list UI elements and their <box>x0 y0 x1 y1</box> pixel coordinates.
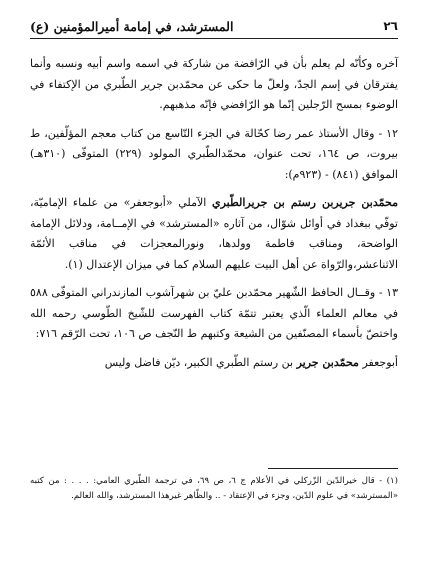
footnote-divider <box>268 468 398 469</box>
main-text <box>30 54 398 381</box>
paragraph-3-text: الآملي «أبوجعفر» من علماء الإماميّة، توفّي ببغداد في أوائل شوّال، من آثاره «المسترشد» في الإمــامة، ودلائل الإمامة الواضحة، ومناقب فاطمة وولدها، ونورالمعجزات في مناقب الأئمّة الاثناعشر،والرّواة عن أهل البيت عليهم السلام كما في ميزان الإعتدال (١). <box>30 196 398 271</box>
author-name-bold-2: محمّدبن جرير <box>296 355 359 369</box>
footnote-text: (١) - قال خيرالدّين الزّركلي في الأعلام ج ٦، ص ٦٩، في ترجمة الطّبري العامي: . . . : من كتبه «المسترشد» في علوم الدّين، وجزء في الإعتقاد - .. والظّاهر غيرهذا المسترشد، والله العالم. <box>30 476 398 501</box>
paragraph-5-start: أبوجعفر <box>358 355 398 369</box>
page-number: ٢٦ <box>383 19 398 33</box>
page-header <box>30 16 398 39</box>
paragraph-1: آخره وكأنّه لم يعلم بأن في الرّافضة من شاركة في اسمه واسم أبيه ونسبه وأنما يفترقان في إسم الجدّ، ولعلّ ما حكى عن محمّدبن جرير الطّبري من الإكتفاء في الوضوء بمسح الرّجلين إنّما هو الرّافضي فإنّه مذهبهم. <box>30 57 398 111</box>
paragraph-5 <box>30 353 398 374</box>
paragraph-3 <box>30 193 398 275</box>
running-title: المسترشد، في إمامة أميرالمؤمنين (ع) <box>30 18 234 34</box>
paragraph-4: ١٣ - وقــال الحافظ الشّهير محمّدبن عليّ بن شهرآشوب المازندراني المتوفّى ٥٨٨ في معالم العلماء الّذي يعتبر تتمّة كتاب الفهرست للشّيخ الطّوسي رحمه الله واختصّ بأسماء المصنّفين من الشيعة وكتبهم ط النّجف ص ١٠٦، تحت الرّقم ٧١٦: <box>30 286 398 340</box>
paragraph-5-end: بن رستم الطّبري الكبير، ديّن فاضل وليس <box>104 355 297 369</box>
footnote <box>30 474 398 504</box>
paragraph-2: ١٢ - وقال الأستاذ عمر رضا كحّالة في الجزء التّاسع من كتاب معجم المؤلّفين، ط بيروت، ص ١٦٤، تحت عنوان، محمّدالطّبري المولود (٢٢٩) المتوفّى (٣١٠هـ) الموافق (٨٤١) - (٩٢٣م): <box>30 126 398 181</box>
author-name-bold: محمّدبن جريربن رستم بن جريرالطّبري <box>211 196 398 209</box>
